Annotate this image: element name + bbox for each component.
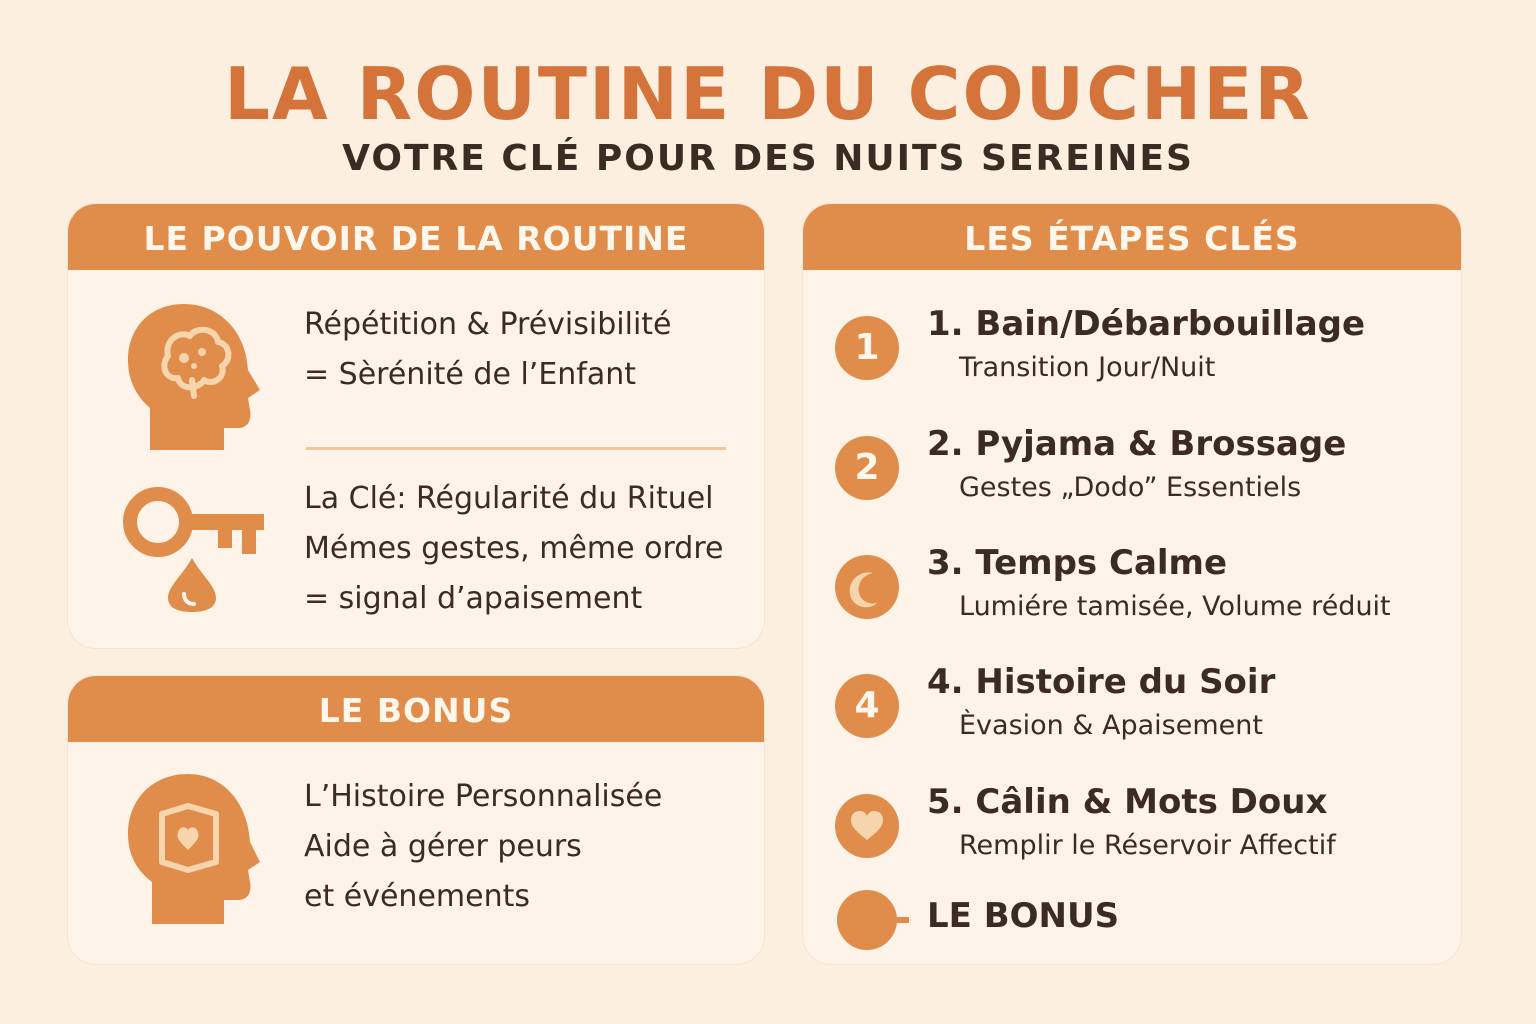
step-title-1: 1. Bain/Débarbouillage [927,304,1366,344]
step-item-4 [835,662,1445,762]
key-ritual-line-3: = signal d’apaisement [304,581,643,616]
bonus-line-1: L’Histoire Personnalisée [304,779,663,814]
step-bonus-label: LE BONUS [927,896,1120,936]
step-item-5 [835,782,1445,882]
repetition-text [304,300,672,400]
step-badge-1: 1 [835,316,899,380]
step-bonus [835,890,1445,950]
step-title-5: 5. Câlin & Mots Doux [927,782,1328,822]
repetition-line-1: Répétition & Prévisibilité [304,307,672,342]
step-badge-3 [835,555,899,619]
step-title-3: 3. Temps Calme [927,543,1228,583]
key-steps-panel [803,204,1461,964]
bonus-line-3: et événements [304,879,530,914]
section-divider [306,447,726,450]
heart-icon [835,794,899,858]
step-sub-1: Transition Jour/Nuit [959,352,1216,383]
step-sub-2: Gestes „Dodo” Essentiels [959,472,1302,503]
step-badge-4: 4 [835,674,899,738]
moon-icon [835,555,899,619]
bonus-heading: LE BONUS [68,676,764,742]
head-brain-icon [124,300,268,452]
step-sub-3: Lumiére tamisée, Volume réduit [959,591,1391,622]
routine-power-panel [68,204,764,648]
step-title-2: 2. Pyjama & Brossage [927,424,1347,464]
page-subtitle: VOTRE CLÉ POUR DES NUITS SEREINES [342,138,1194,179]
key-steps-heading: LES ÉTAPES CLÉS [803,204,1461,270]
bonus-dot-icon [835,888,911,952]
bonus-line-2: Aide à gérer peurs [304,829,582,864]
step-title-4: 4. Histoire du Soir [927,662,1276,702]
step-sub-4: Èvasion & Apaisement [959,710,1263,741]
step-badge-5 [835,794,899,858]
step-item-3 [835,543,1445,643]
bonus-text [304,772,662,922]
repetition-line-2: = Sèrénité de l’Enfant [304,357,637,392]
bonus-panel [68,676,764,964]
key-drop-icon [122,486,268,612]
step-item-2 [835,424,1445,524]
key-ritual-line-2: Mémes gestes, même ordre [304,531,724,566]
step-item-1 [835,304,1445,404]
key-ritual-text [304,474,723,624]
key-ritual-line-1: La Clé: Régularité du Rituel [304,481,714,516]
head-book-icon [124,770,268,926]
step-badge-2: 2 [835,436,899,500]
page-title: LA ROUTINE DU COUCHER [224,52,1312,136]
routine-power-heading: LE POUVOIR DE LA ROUTINE [68,204,764,270]
step-sub-5: Remplir le Réservoir Affectif [959,830,1336,861]
